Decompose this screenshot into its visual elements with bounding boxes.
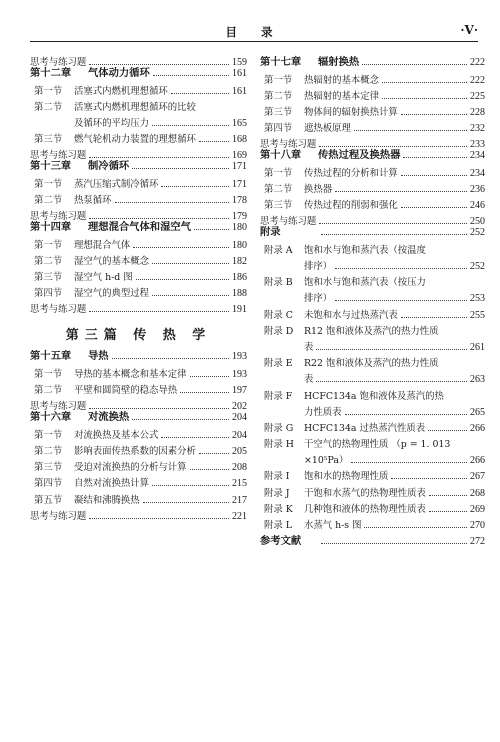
toc-section	[260, 75, 485, 91]
leader-dots	[316, 381, 467, 382]
leader-dots	[403, 157, 467, 158]
entry-title: 饱和水与饱和蒸汽表（按温度	[304, 244, 426, 256]
section-number: 附录 C	[264, 309, 293, 321]
toc-chapter	[30, 412, 247, 430]
leader-dots	[152, 485, 229, 486]
section-number: 第二节	[34, 445, 63, 457]
entry-title-continued: 排序）	[304, 293, 333, 305]
toc-section	[30, 195, 247, 211]
leader-dots	[382, 98, 467, 99]
toc-section	[260, 310, 485, 326]
entry-title-continued: 排序）	[304, 261, 333, 272]
entry-page: 261	[470, 341, 485, 353]
leader-dots	[89, 311, 229, 312]
section-title: 热辐射的基本定律	[304, 90, 380, 102]
section-number: 第一节	[264, 74, 293, 86]
chapter-title: 辐射换热	[318, 56, 360, 68]
entry-page: 204	[232, 412, 247, 424]
entry-title: 饱和水与饱和蒸汽表（按压力	[304, 277, 426, 289]
leader-dots	[401, 114, 467, 115]
leader-dots	[199, 453, 229, 454]
left-column	[30, 57, 247, 522]
entry-number: 附录 H	[264, 439, 294, 451]
leader-dots	[401, 207, 467, 208]
entry-page: 178	[232, 194, 247, 206]
entry-page: 233	[470, 139, 485, 151]
entry-page: 182	[232, 255, 247, 267]
section-title: 凝结和沸腾换热	[74, 494, 140, 506]
entry-title: 思考与练习题	[30, 304, 87, 316]
chapter-number: 附录	[260, 226, 281, 239]
toc-section	[30, 179, 247, 195]
entry-page: 222	[470, 74, 485, 86]
entry-page: 253	[470, 293, 485, 305]
entry-page: 225	[470, 90, 485, 102]
entry-title-continued: 表	[304, 374, 314, 386]
toc-section	[30, 462, 247, 478]
section-number: 附录 I	[264, 471, 290, 483]
toc-chapter	[30, 68, 247, 86]
leader-dots	[335, 300, 467, 301]
section-number: 第三节	[264, 106, 293, 118]
right-column	[260, 57, 485, 554]
toc-chapter	[30, 161, 247, 179]
section-title: 传热过程的削弱和强化	[304, 200, 398, 212]
section-title: 遮热板原理	[304, 123, 351, 135]
entry-number: 第二节	[34, 101, 63, 113]
entry-page: 161	[232, 68, 247, 79]
leader-dots	[190, 376, 229, 377]
leader-dots	[428, 430, 467, 431]
chapter-number: 第十七章	[260, 56, 302, 68]
leader-dots	[161, 437, 229, 438]
leader-dots	[161, 186, 229, 187]
entry-title-continued: 力性质表	[304, 406, 342, 418]
section-title: 水蒸气 h-s 图	[304, 520, 362, 531]
entry-page: 169	[232, 150, 247, 162]
chapter-title: 制冷循环	[88, 160, 130, 173]
entry-page: 246	[470, 200, 485, 212]
entry-page: 252	[470, 261, 485, 272]
toc-section	[30, 240, 247, 256]
toc-entry-line	[30, 118, 247, 134]
toc-entry-line	[260, 342, 485, 358]
section-title: 湿空气的典型过程	[74, 288, 150, 300]
leader-dots	[391, 478, 467, 479]
toc-entry-line	[260, 455, 485, 471]
section-number: 第一节	[34, 178, 63, 190]
toc-chapter	[30, 351, 247, 369]
section-number: 第四节	[34, 478, 63, 490]
section-number: 第三节	[264, 200, 293, 212]
leader-dots	[319, 223, 467, 224]
toc-entry-line	[260, 326, 485, 342]
entry-page: 234	[470, 150, 485, 162]
section-title: 平壁和圆筒壁的稳态导热	[74, 385, 178, 397]
entry-page: 180	[232, 222, 247, 234]
section-number: 第二节	[34, 255, 63, 267]
section-title: 活塞式内燃机理想循环	[74, 85, 168, 97]
section-title: 几种饱和液体的热物理性质表	[304, 503, 426, 515]
section-number: 第二节	[34, 194, 63, 206]
section-number: 第四节	[34, 288, 63, 300]
leader-dots	[180, 392, 229, 393]
section-number: 第二节	[264, 90, 293, 102]
toc-section	[30, 256, 247, 272]
entry-page: 161	[232, 85, 247, 97]
section-title: 受迫对流换热的分析与计算	[74, 462, 187, 474]
section-number: 第二节	[264, 183, 293, 195]
section-title: 湿空气的基本概念	[74, 255, 150, 267]
entry-page: 268	[470, 487, 485, 499]
toc-section	[30, 478, 247, 494]
toc-entry-line	[260, 293, 485, 309]
section-title: 自然对流换热计算	[74, 478, 150, 490]
section-title: 饱和水的热物理性质	[304, 471, 389, 483]
section-title: 燃气轮机动力装置的理想循环	[74, 134, 196, 146]
entry-title: R22 饱和液体及蒸汽的热力性质	[304, 358, 439, 370]
leader-dots	[194, 229, 229, 230]
section-number: 第三节	[34, 134, 63, 146]
toc-entry-line	[260, 374, 485, 390]
entry-title: 思考与练习题	[260, 139, 317, 151]
toc-section	[30, 446, 247, 462]
entry-title: 活塞式内燃机理想循环的比较	[74, 101, 196, 113]
entry-title: HCFC134a 饱和液体及蒸汽的热	[304, 390, 444, 402]
leader-dots	[190, 469, 229, 470]
leader-dots	[199, 141, 229, 142]
leader-dots	[171, 93, 229, 94]
section-number: 第二节	[34, 385, 63, 397]
toc-chapter	[260, 227, 485, 245]
toc-section	[260, 488, 485, 504]
entry-title: R12 饱和液体及蒸汽的热力性质	[304, 325, 439, 337]
leader-dots	[351, 462, 467, 463]
chapter-number: 第十三章	[30, 160, 72, 173]
entry-title: 思考与练习题	[30, 57, 87, 68]
section-title: 未饱和水与过热蒸汽表	[304, 309, 398, 321]
entry-page: 204	[232, 429, 247, 441]
section-number: 第一节	[34, 239, 63, 251]
entry-page: 165	[232, 117, 247, 129]
toc-entry-multiline	[260, 245, 485, 277]
entry-title: 思考与练习题	[30, 150, 87, 162]
entry-page: 250	[470, 216, 485, 228]
entry-number: 附录 B	[264, 277, 293, 289]
leader-dots	[112, 358, 229, 359]
toc-entry-multiline	[260, 358, 485, 390]
toc-section	[260, 200, 485, 216]
section-title: 热辐射的基本概念	[304, 74, 380, 86]
section-title: 热泵循环	[74, 194, 112, 206]
section-number: 附录 G	[264, 422, 294, 434]
entry-page: 234	[470, 167, 485, 179]
entry-number: 附录 E	[264, 358, 293, 370]
section-number: 附录 L	[264, 520, 292, 531]
chapter-title: 传热过程及换热器	[318, 149, 401, 162]
leader-dots	[429, 495, 467, 496]
entry-number: 附录 F	[264, 390, 293, 402]
toc-section	[30, 369, 247, 385]
entry-page: 193	[232, 368, 247, 380]
leader-dots	[143, 502, 229, 503]
leader-dots	[382, 82, 467, 83]
section-title: 换热器	[304, 183, 333, 195]
leader-dots	[345, 414, 467, 415]
leader-dots	[401, 175, 467, 176]
entry-page: 191	[232, 304, 247, 316]
leader-dots	[115, 202, 229, 203]
section-number: 第一节	[34, 85, 63, 97]
section-title: 干饱和水蒸气的热物理性质表	[304, 487, 426, 499]
entry-page: 168	[232, 134, 247, 146]
leader-dots	[335, 268, 467, 269]
toc-entry-line	[260, 261, 485, 277]
leader-dots	[132, 419, 229, 420]
section-title: 传热过程的分析和计算	[304, 167, 398, 179]
section-title: 导热的基本概念和基本定律	[74, 368, 187, 380]
entry-page: 186	[232, 272, 247, 283]
toc-entry-multiline	[260, 277, 485, 309]
entry-page: 236	[470, 183, 485, 195]
toc-exercises	[30, 304, 247, 315]
entry-title-continued: ×10⁵Pa）	[304, 455, 349, 467]
leader-dots	[321, 543, 467, 544]
entry-page: 205	[232, 445, 247, 457]
entry-page: 222	[470, 57, 485, 68]
leader-dots	[362, 64, 467, 65]
toc-section	[30, 430, 247, 446]
toc-chapter	[30, 222, 247, 240]
leader-dots	[364, 527, 467, 528]
entry-page: 228	[470, 106, 485, 118]
section-number: 第一节	[34, 368, 63, 380]
leader-dots	[354, 130, 467, 131]
toc-entry-line	[260, 391, 485, 407]
entry-page: 269	[470, 503, 485, 515]
chapter-number: 第十五章	[30, 350, 72, 363]
entry-page: 188	[232, 288, 247, 300]
chapter-title: 理想混合气体和湿空气	[88, 221, 191, 234]
section-title: 影响表面传热系数的因素分析	[74, 445, 196, 457]
section-title: HCFC134a 过热蒸汽性质表	[304, 422, 426, 434]
section-number: 第四节	[264, 123, 293, 135]
entry-page: 208	[232, 462, 247, 474]
toc-section	[30, 288, 247, 304]
leader-dots	[321, 234, 467, 235]
section-title: 湿空气 h-d 图	[74, 272, 133, 283]
entry-page: 263	[470, 374, 485, 386]
header-title: 目 录	[225, 25, 283, 39]
section-number: 第三节	[34, 462, 63, 474]
toc-entry-line	[260, 358, 485, 374]
toc-chapter	[260, 150, 485, 168]
entry-page: 159	[232, 57, 247, 68]
chapter-number: 第十四章	[30, 221, 72, 234]
chapter-number: 第十二章	[30, 67, 72, 79]
entry-page: 266	[470, 422, 485, 434]
chapter-title: 导热	[88, 350, 109, 363]
toc-chapter	[260, 536, 485, 554]
toc-entry-multiline	[30, 102, 247, 134]
toc-entry-multiline	[260, 439, 485, 471]
leader-dots	[319, 146, 467, 147]
part-title: 第三篇 传 热 学	[65, 328, 212, 344]
leader-dots	[89, 408, 229, 409]
entry-page: 217	[232, 494, 247, 506]
toc-section	[30, 385, 247, 401]
entry-page: 255	[470, 309, 485, 321]
toc-section	[260, 168, 485, 184]
header-rule	[30, 41, 478, 42]
leader-dots	[133, 247, 229, 248]
leader-dots	[136, 279, 229, 280]
leader-dots	[132, 168, 229, 169]
leader-dots	[152, 125, 229, 126]
toc-exercises	[260, 216, 485, 227]
toc-section	[260, 520, 485, 536]
leader-dots	[153, 75, 229, 76]
entry-page: 202	[232, 401, 247, 413]
toc-section	[260, 123, 485, 139]
chapter-title: 对流换热	[88, 411, 130, 424]
section-title: 理想混合气体	[74, 239, 131, 251]
header-page-number: ·V·	[460, 23, 478, 37]
leader-dots	[89, 218, 229, 219]
entry-page: 267	[470, 471, 485, 483]
entry-page: 221	[232, 510, 247, 522]
toc-entry-multiline	[260, 326, 485, 358]
entry-page: 232	[470, 123, 485, 135]
entry-page: 266	[470, 455, 485, 467]
entry-title: 思考与练习题	[30, 401, 87, 413]
chapter-number: 第十六章	[30, 411, 72, 424]
section-number: 第一节	[34, 429, 63, 441]
toc-section	[260, 184, 485, 200]
entry-page: 252	[470, 227, 485, 239]
section-number: 第三节	[34, 272, 63, 283]
section-number: 第一节	[264, 167, 293, 179]
chapter-title: 气体动力循环	[88, 67, 150, 79]
section-title: 蒸汽压缩式制冷循环	[74, 178, 159, 190]
chapter-number: 参考文献	[260, 535, 302, 548]
toc-block-radiation-appendix	[260, 57, 485, 554]
toc-chapter	[260, 57, 485, 75]
leader-dots	[152, 295, 229, 296]
leader-dots	[316, 349, 467, 350]
leader-dots	[152, 263, 229, 264]
entry-page: 171	[232, 178, 247, 190]
section-title: 对流换热及基本公式	[74, 429, 159, 441]
entry-title-continued: 及循环的平均压力	[74, 117, 150, 129]
entry-title: 干空气的热物理性质 （p = 1. 013	[304, 439, 451, 451]
section-number: 附录 K	[264, 503, 293, 515]
toc-section	[30, 272, 247, 288]
entry-page: 215	[232, 478, 247, 490]
toc-block-thermodynamics	[30, 57, 247, 315]
toc-exercises	[30, 511, 247, 522]
entry-page: 197	[232, 385, 247, 397]
entry-page: 270	[470, 520, 485, 531]
toc-entry-line	[260, 439, 485, 455]
entry-page: 180	[232, 239, 247, 251]
chapter-number: 第十八章	[260, 149, 302, 162]
toc-block-heat-transfer	[30, 351, 247, 521]
entry-page: 272	[470, 536, 485, 548]
toc-entry-multiline	[260, 391, 485, 423]
section-number: 第五节	[34, 494, 63, 506]
entry-number: 附录 D	[264, 325, 294, 337]
leader-dots	[401, 317, 467, 318]
toc-section	[30, 134, 247, 150]
leader-dots	[89, 64, 229, 65]
leader-dots	[89, 157, 229, 158]
toc-section	[260, 471, 485, 487]
entry-title-continued: 表	[304, 341, 314, 353]
toc-section	[30, 495, 247, 511]
toc-entry-line	[30, 102, 247, 118]
toc-entry-line	[260, 277, 485, 293]
toc-section	[30, 86, 247, 102]
entry-title: 思考与练习题	[30, 211, 87, 223]
page-header	[30, 16, 478, 42]
leader-dots	[335, 191, 467, 192]
entry-page: 265	[470, 406, 485, 418]
leader-dots	[89, 518, 229, 519]
toc-section	[260, 91, 485, 107]
entry-title: 思考与练习题	[30, 510, 87, 522]
toc-section	[260, 504, 485, 520]
toc-section	[260, 107, 485, 123]
entry-number: 附录 A	[264, 244, 293, 256]
entry-page: 171	[232, 161, 247, 173]
toc-section	[260, 423, 485, 439]
entry-page: 179	[232, 211, 247, 223]
section-title: 物体间的辐射换热计算	[304, 106, 398, 118]
toc-entry-line	[260, 407, 485, 423]
entry-title: 思考与练习题	[260, 216, 317, 228]
section-number: 附录 J	[264, 487, 290, 499]
entry-page: 193	[232, 351, 247, 363]
toc-entry-line	[260, 245, 485, 261]
leader-dots	[429, 511, 467, 512]
